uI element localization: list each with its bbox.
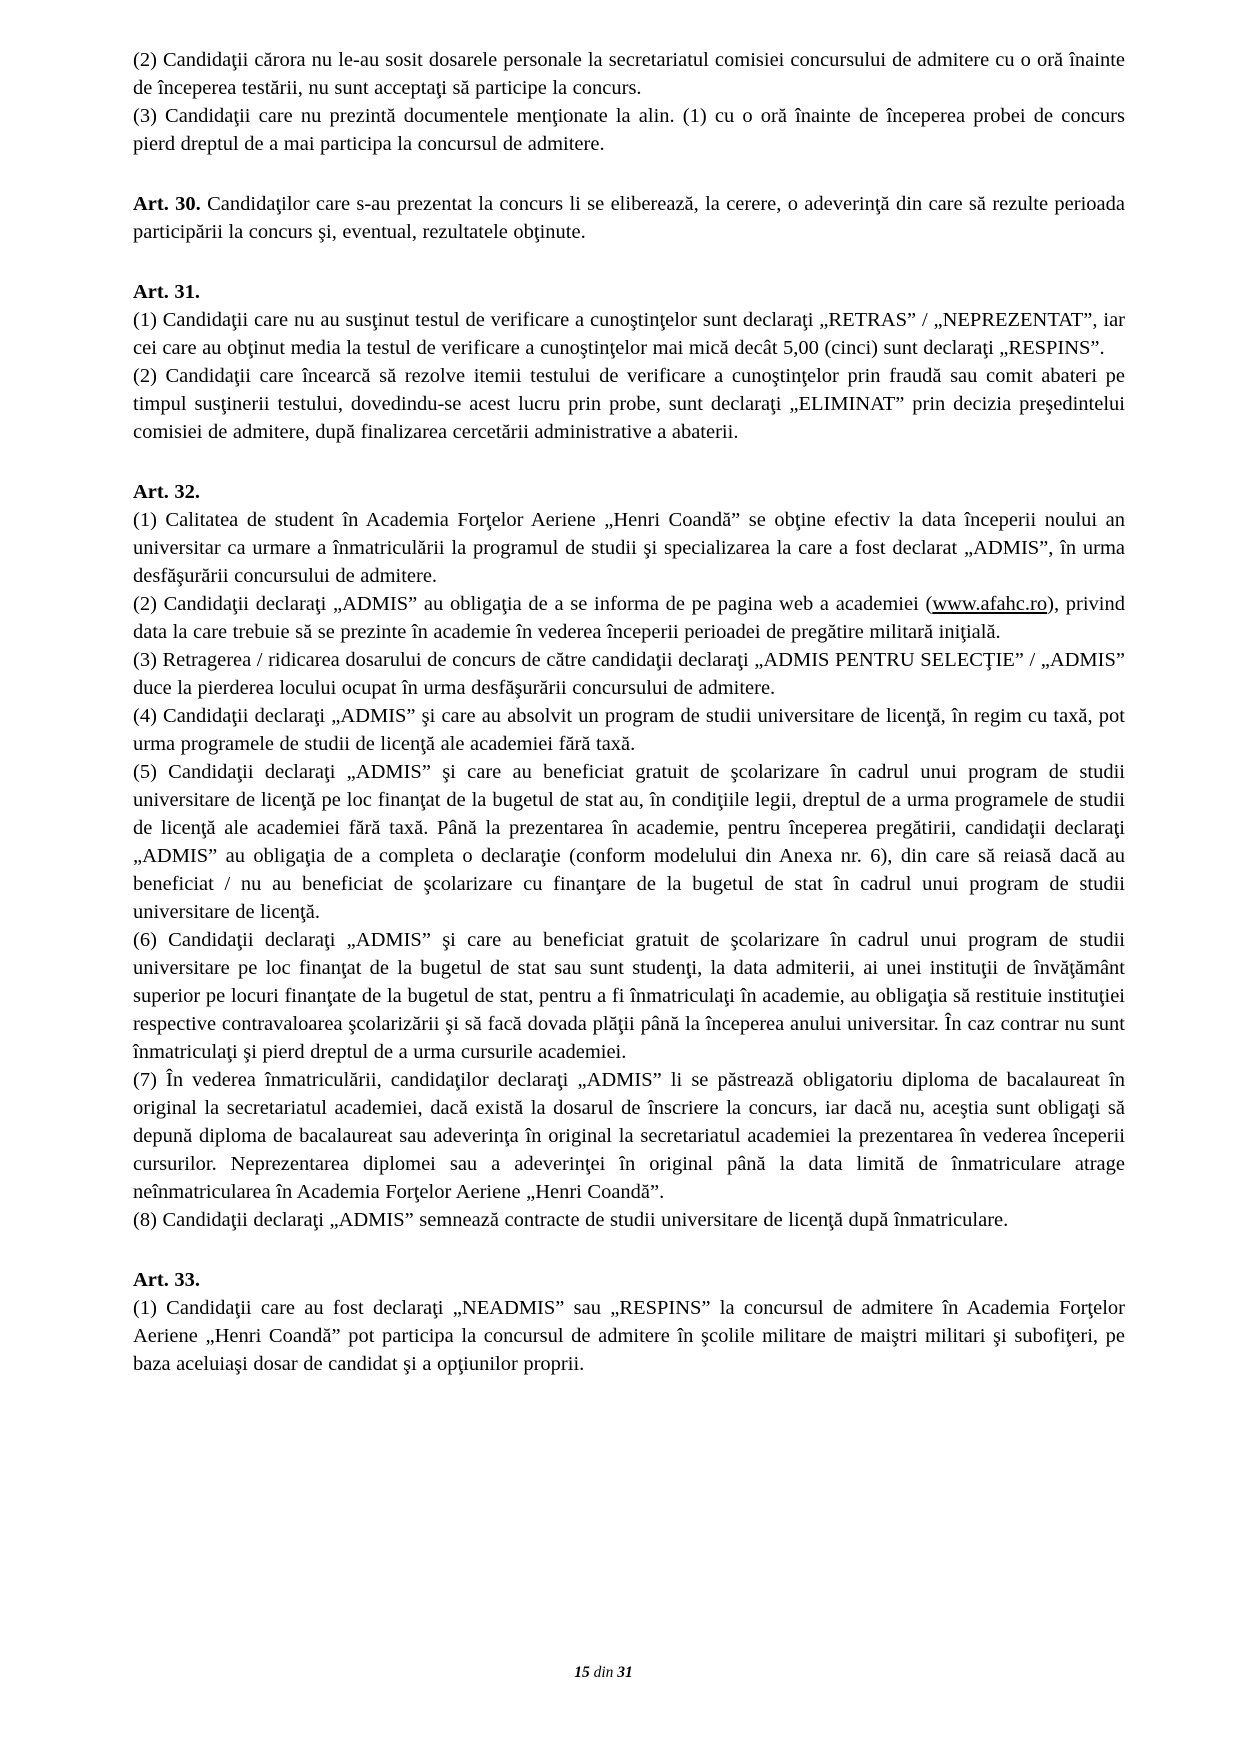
article-label: Art. 31.	[133, 281, 201, 303]
paragraph-alin-1-art-32	[133, 506, 1125, 590]
text-run: (7) În vederea înmatriculării, candidaţilor declaraţi „ADMIS” li se păstrează obligatoriu diploma de bacalaureat în original la secretariatul academiei, dacă există la dosarul de înscriere la concurs, iar dacă nu, aceştia sunt obligaţi să depună diploma de bacalaureat sau adeverinţa în original la secretariatul academiei la prezentarea în vederea începerii cursurilor. Neprezentarea diplomei sau a adeverinţei în original până la data limită de înmatriculare atrage neînmatricularea în Academia Forţelor Aeriene „Henri Coandă”.	[133, 1069, 1125, 1203]
article-label: Art. 33.	[133, 1269, 201, 1291]
paragraph-alin-8-art-32	[133, 1206, 1125, 1234]
article-label: Art. 32.	[133, 481, 201, 503]
footer-din-label: din	[593, 1664, 614, 1681]
document-body	[133, 46, 1125, 1378]
total-pages: 31	[617, 1664, 633, 1681]
text-run: (1) Calitatea de student în Academia Forţelor Aeriene „Henri Coandă” se obţine efectiv la data începerii noului an universitar ca urmare a înmatriculării la programul de studii şi specializarea la care a fost declarat „ADMIS”, în urma desfăşurării concursului de admitere.	[133, 509, 1125, 587]
paragraph-spacer	[133, 246, 1125, 278]
text-run: ), privind data la care trebuie să se prezinte în academie în vederea începerii perioadei de pregătire militară iniţială.	[133, 593, 1125, 643]
paragraph-spacer	[133, 1234, 1125, 1266]
paragraph-spacer	[133, 158, 1125, 190]
text-run: (6) Candidaţii declaraţi „ADMIS” şi care au beneficiat gratuit de şcolarizare în cadrul unui program de studii universitare pe loc finanţat de la bugetul de stat sau sunt studenţi, la data admiterii, ai unei instituţii de învăţământ superior pe locuri finanţate de la bugetul de stat, pentru a fi înmatriculaţi în academie, au obligaţia să restituie instituţiei respective contravaloarea şcolarizării şi să facă dovada plăţii până la începerea anului universitar. În caz contrar nu sunt înmatriculaţi şi pierd dreptul de a urma cursurile academiei.	[133, 929, 1125, 1063]
text-run: (3) Candidaţii care nu prezintă documentele menţionate la alin. (1) cu o oră înainte de începerea probei de concurs pierd dreptul de a mai participa la concursul de admitere.	[133, 105, 1125, 155]
paragraph-alin-2-art-29	[133, 46, 1125, 102]
text-run: (5) Candidaţii declaraţi „ADMIS” şi care au beneficiat gratuit de şcolarizare în cadrul unui program de studii universitare de licenţă pe loc finanţat de la bugetul de stat au, în condiţiile legii, dreptul de a urma programele de studii de licenţă ale academiei fără taxă. Până la prezentarea în academie, pentru începerea pregătirii, candidaţii declaraţi „ADMIS” au obligaţia de a completa o declaraţie (conform modelului din Anexa nr. 6), din care să reiasă dacă au beneficiat / nu au beneficiat de şcolarizare cu finanţare de la bugetul de stat în cadrul unui program de studii universitare de licenţă.	[133, 761, 1125, 923]
page-footer	[0, 1664, 1207, 1682]
paragraph-alin-1-art-33	[133, 1294, 1125, 1378]
page-number: 15	[574, 1664, 590, 1681]
paragraph-art-30	[133, 190, 1125, 246]
article-label: Art. 30.	[133, 193, 208, 215]
text-run: (8) Candidaţii declaraţi „ADMIS” semnează contracte de studii universitare de licenţă după înmatriculare.	[133, 1209, 1009, 1231]
afahc-link[interactable]: www.afahc.ro	[932, 593, 1048, 615]
paragraph-alin-2-art-32	[133, 590, 1125, 646]
paragraph-alin-3-art-29	[133, 102, 1125, 158]
text-run: (1) Candidaţii care nu au susţinut testul de verificare a cunoştinţelor sunt declaraţi „RETRAS” / „NEPREZENTAT”, iar cei care au obţinut media la testul de verificare a cunoştinţelor mai mică decât 5,00 (cinci) sunt declaraţi „RESPINS”.	[133, 309, 1125, 359]
paragraph-alin-2-art-31	[133, 362, 1125, 446]
text-run: (2) Candidaţii care încearcă să rezolve itemii testului de verificare a cunoştinţelor prin fraudă sau comit abateri pe timpul susţinerii testului, dovedindu-se acest lucru prin probe, sunt declaraţi „ELIMINAT” prin decizia preşedintelui comisiei de admitere, după finalizarea cercetării administrative a abaterii.	[133, 365, 1125, 443]
paragraph-alin-3-art-32	[133, 646, 1125, 702]
paragraph-alin-4-art-32	[133, 702, 1125, 758]
paragraph-alin-6-art-32	[133, 926, 1125, 1066]
article-heading-art-31	[133, 278, 1125, 306]
paragraph-alin-7-art-32	[133, 1066, 1125, 1206]
text-run: (3) Retragerea / ridicarea dosarului de concurs de către candidaţii declaraţi „ADMIS PENTRU SELECŢIE” / „ADMIS” duce la pierderea locului ocupat în urma desfăşurării concursului de admitere.	[133, 649, 1125, 699]
paragraph-alin-1-art-31	[133, 306, 1125, 362]
article-heading-art-32	[133, 478, 1125, 506]
article-heading-art-33	[133, 1266, 1125, 1294]
paragraph-alin-5-art-32	[133, 758, 1125, 926]
text-run: (2) Candidaţii declaraţi „ADMIS” au obligaţia de a se informa de pe pagina web a academiei (	[133, 593, 933, 615]
text-run: (4) Candidaţii declaraţi „ADMIS” şi care au absolvit un program de studii universitare de licenţă, în regim cu taxă, pot urma programele de studii de licenţă ale academiei fără taxă.	[133, 705, 1125, 755]
paragraph-spacer	[133, 446, 1125, 478]
text-run: Candidaţilor care s-au prezentat la concurs li se eliberează, la cerere, o adeverinţă din care să rezulte perioada participării la concurs şi, eventual, rezultatele obţinute.	[133, 193, 1125, 243]
text-run: (2) Candidaţii cărora nu le-au sosit dosarele personale la secretariatul comisiei concursului de admitere cu o oră înainte de începerea testării, nu sunt acceptaţi să participe la concurs.	[133, 49, 1125, 99]
text-run: (1) Candidaţii care au fost declaraţi „NEADMIS” sau „RESPINS” la concursul de admitere în Academia Forţelor Aeriene „Henri Coandă” pot participa la concursul de admitere în şcolile militare de maiştri militari şi subofiţeri, pe baza aceluiaşi dosar de candidat şi a opţiunilor proprii.	[133, 1297, 1125, 1375]
